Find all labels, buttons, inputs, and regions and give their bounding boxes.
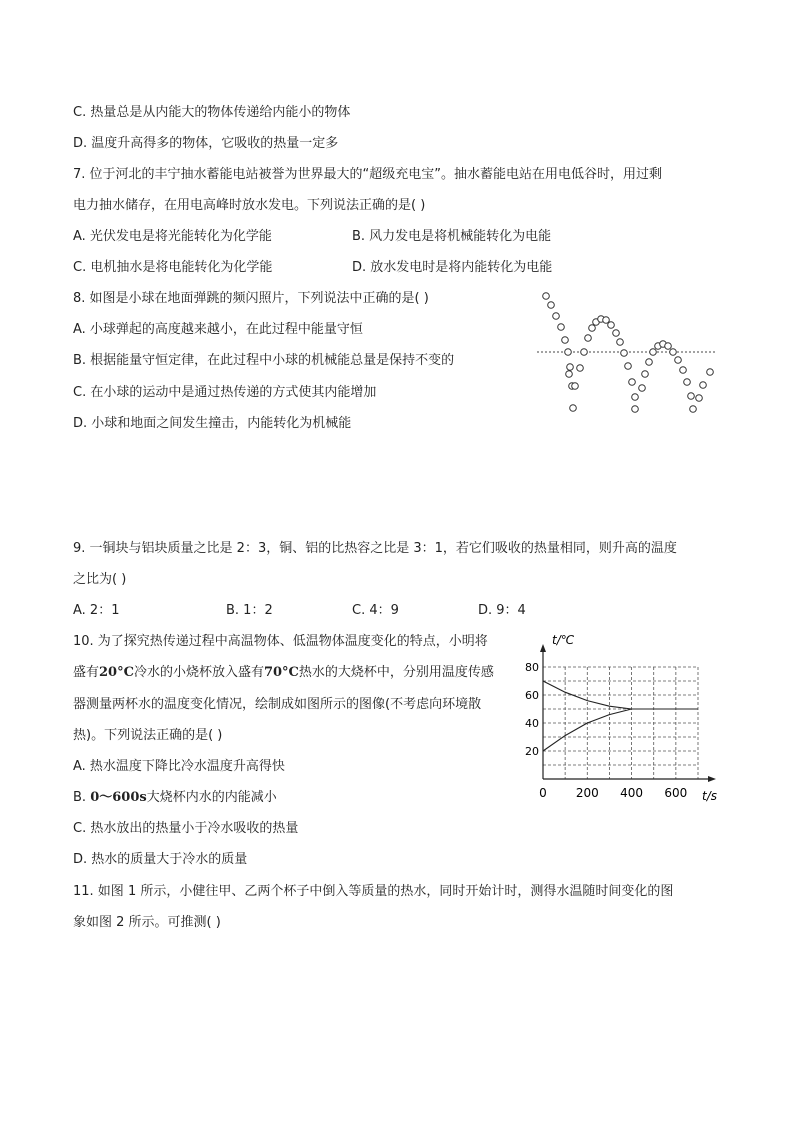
question-10-line-3: 器测量两杯水的温度变化情况，绘制成如图所示的图像(不考虑向环境散 xyxy=(73,697,482,712)
series-line-2 xyxy=(543,709,698,751)
ball-dot xyxy=(566,371,573,378)
ball-dot xyxy=(642,371,649,378)
question-7-option-a: A. 光伏发电是将光能转化为化学能 xyxy=(73,229,272,244)
ball-dot xyxy=(696,395,703,402)
question-9-option-c: C. 4：9 xyxy=(352,603,399,618)
ball-dot xyxy=(548,302,555,309)
q10b-prefix: B. xyxy=(73,790,91,805)
x-tick-label: 400 xyxy=(620,786,644,800)
ball-dot xyxy=(572,383,579,390)
y-axis-arrow xyxy=(540,644,546,652)
chart-series xyxy=(543,681,698,751)
question-10-option-b xyxy=(73,788,277,808)
ball-dot xyxy=(646,359,653,366)
ball-dot xyxy=(608,322,615,329)
question-7-line-1: 7. 位于河北的丰宁抽水蓄能电站被誉为世界最大的“超级充电宝”。抽水蓄能电站在用电低谷时，用过剩 xyxy=(73,167,663,182)
question-8-option-a: A. 小球弹起的高度越来越小，在此过程中能量守恒 xyxy=(73,322,363,337)
ball-dot xyxy=(675,357,682,364)
ball-dot xyxy=(680,367,687,374)
question-10-line-4: 热)。下列说法正确的是( ) xyxy=(73,728,223,743)
q10-text-a: 盛有 xyxy=(73,665,100,680)
question-8-option-b: B. 根据能量守恒定律，在此过程中小球的机械能总量是保持不变的 xyxy=(73,353,455,368)
ball-dot xyxy=(632,406,639,413)
ball-dot xyxy=(690,406,697,413)
ball-dot xyxy=(613,330,620,337)
question-8-option-c: C. 在小球的运动中是通过热传递的方式使其内能增加 xyxy=(73,385,377,400)
question-6-option-c: C. 热量总是从内能大的物体传递给内能小的物体 xyxy=(73,105,351,120)
question-9-option-a: A. 2：1 xyxy=(73,603,120,618)
hot-water-temp: 70°C xyxy=(263,665,299,680)
ball-dots xyxy=(543,293,714,413)
ball-dot xyxy=(632,394,639,401)
question-7-option-b: B. 风力发电是将机械能转化为电能 xyxy=(352,229,552,244)
x-axis-label: t/s xyxy=(702,789,717,803)
ball-dot xyxy=(684,379,691,386)
ball-dot xyxy=(688,393,695,400)
question-11-line-2: 象如图 2 所示。可推测( ) xyxy=(73,915,221,930)
question-10-option-d: D. 热水的质量大于冷水的质量 xyxy=(73,852,248,867)
question-9-option-b: B. 1：2 xyxy=(226,603,273,618)
question-10-line-1: 10. 为了探究热传递过程中高温物体、低温物体温度变化的特点，小明将 xyxy=(73,634,488,649)
q10b-suffix: 大烧杯内水的内能减小 xyxy=(146,790,277,805)
temperature-time-chart xyxy=(512,628,722,808)
cold-water-temp: 20°C xyxy=(99,665,134,680)
question-8-option-d: D. 小球和地面之间发生撞击，内能转化为机械能 xyxy=(73,416,352,431)
x-tick-label: 0 xyxy=(539,786,547,800)
ball-dot xyxy=(707,369,714,376)
question-11-line-1: 11. 如图 1 所示，小健往甲、乙两个杯子中倒入等质量的热水，同时开始计时，测得水温随时间变化的图 xyxy=(73,884,674,899)
x-tick-label: 600 xyxy=(664,786,688,800)
ball-dot xyxy=(543,293,550,300)
y-tick-label: 40 xyxy=(525,717,539,730)
question-9-option-d: D. 9：4 xyxy=(478,603,526,618)
question-7-option-d: D. 放水发电时是将内能转化为电能 xyxy=(352,260,553,275)
q10b-time-range: 0～600s xyxy=(90,790,147,805)
ball-dot xyxy=(665,343,672,350)
question-7-option-c: C. 电机抽水是将电能转化为化学能 xyxy=(73,260,273,275)
ball-dot xyxy=(589,325,596,332)
ball-dot xyxy=(565,349,572,356)
y-tick-label: 20 xyxy=(525,745,539,758)
ball-dot xyxy=(621,350,628,357)
ball-dot xyxy=(553,313,560,320)
question-7-line-2: 电力抽水储存，在用电高峰时放水发电。下列说法正确的是( ) xyxy=(73,198,426,213)
chart-grid xyxy=(543,667,698,779)
question-9-line-2: 之比为( ) xyxy=(73,572,127,587)
ball-dot xyxy=(629,379,636,386)
question-9-line-1: 9. 一铜块与铝块质量之比是 2：3，铜、铝的比热容之比是 3：1，若它们吸收的热量相同，则升高的温度 xyxy=(73,541,677,556)
bouncing-ball-figure xyxy=(532,288,722,416)
question-10-option-a: A. 热水温度下降比冷水温度升高得快 xyxy=(73,759,285,774)
ball-dot xyxy=(570,405,577,412)
ball-dot xyxy=(650,349,657,356)
x-axis-arrow xyxy=(708,776,716,782)
ball-dot xyxy=(625,363,632,370)
ball-dot xyxy=(567,364,574,371)
ball-dot xyxy=(581,349,588,356)
ball-dot xyxy=(639,385,646,392)
ball-dot xyxy=(562,337,569,344)
q10-text-c: 冷水的小烧杯放入盛有 xyxy=(133,665,264,680)
question-10-line-2 xyxy=(73,663,494,683)
ball-dot xyxy=(700,382,707,389)
chart-axes xyxy=(540,644,716,782)
q10-text-e: 热水的大烧杯中，分别用温度传感 xyxy=(298,665,494,680)
y-tick-label: 60 xyxy=(525,689,539,702)
y-tick-label: 80 xyxy=(525,661,539,674)
ball-dot xyxy=(617,339,624,346)
ball-dot xyxy=(577,365,584,372)
ball-dot xyxy=(603,317,610,324)
ball-dot xyxy=(670,349,677,356)
ball-dot xyxy=(558,324,565,331)
question-10-option-c: C. 热水放出的热量小于冷水吸收的热量 xyxy=(73,821,299,836)
question-6-option-d: D. 温度升高得多的物体，它吸收的热量一定多 xyxy=(73,136,339,151)
y-axis-label: t/℃ xyxy=(552,633,575,647)
question-8-stem: 8. 如图是小球在地面弹跳的频闪照片，下列说法中正确的是( ) xyxy=(73,291,429,306)
ball-dot xyxy=(585,335,592,342)
x-tick-label: 200 xyxy=(575,786,599,800)
